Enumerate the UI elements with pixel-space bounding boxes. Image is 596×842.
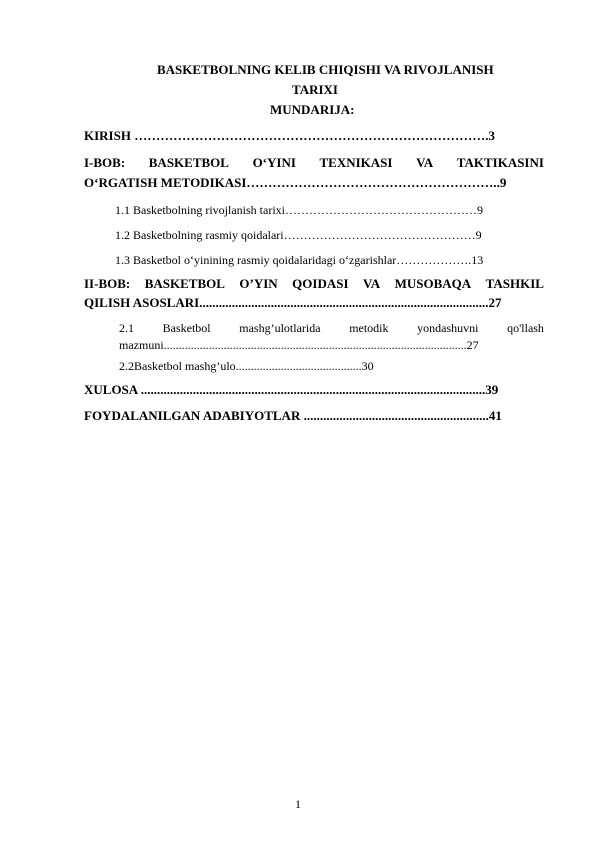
toc-intro: KIRISH ……………………………………………………………………….3 bbox=[84, 128, 495, 143]
toc-word: TAKTIKASINI bbox=[456, 155, 544, 170]
toc-word: yondashuvni bbox=[417, 321, 479, 335]
title-line-1: BASKETBOLNING KELIB CHIQISHI VA RIVOJLANISH bbox=[157, 62, 494, 77]
toc-word: TEXNIKASI bbox=[319, 155, 393, 170]
toc-chapter-2-line-2: QILISH ASOSLARI.........................................................................................27 bbox=[84, 295, 502, 310]
toc-word: mashg’ulotlarida bbox=[239, 321, 321, 335]
toc-section-2-2: 2.2Basketbol mashg’ulo..........................................30 bbox=[119, 359, 374, 373]
toc-word: 2.1 bbox=[119, 321, 134, 335]
page-number: 1 bbox=[295, 797, 301, 811]
toc-section-1-2: 1.2 Basketbolning rasmiy qoidalari…………………………………………9 bbox=[115, 228, 482, 242]
title-line-2: TARIXI bbox=[292, 82, 338, 97]
toc-word: VA bbox=[416, 155, 434, 170]
toc-section-2-1-line-2: mazmuni.....................................................................................................27 bbox=[119, 338, 479, 352]
toc-word: BASKETBOL bbox=[144, 276, 225, 291]
toc-chapter-1-line-1 bbox=[84, 155, 544, 171]
toc-chapter-1-line-2: O‘RGATISH METODIKASI…………………………………………………..9 bbox=[84, 175, 507, 190]
contents-heading: MUNDARIJA: bbox=[270, 102, 355, 117]
toc-word: II-BOB: bbox=[84, 276, 131, 291]
toc-word: O‘YINI bbox=[252, 155, 296, 170]
toc-word: metodik bbox=[349, 321, 389, 335]
toc-word: VA bbox=[363, 276, 381, 291]
toc-word: qo'llash bbox=[507, 321, 544, 335]
toc-word: TASHKIL bbox=[485, 276, 544, 291]
toc-section-1-1: 1.1 Basketbolning rivojlanish tarixi…………………………………………9 bbox=[115, 203, 483, 217]
toc-word: I-BOB: bbox=[84, 155, 126, 170]
toc-references: FOYDALANILGAN ADABIYOTLAR .........................................................41 bbox=[84, 408, 502, 423]
toc-word: Basketbol bbox=[162, 321, 211, 335]
toc-word: BASKETBOL bbox=[148, 155, 229, 170]
toc-word: O’YIN bbox=[239, 276, 278, 291]
toc-section-1-3: 1.3 Basketbol o‘yinining rasmiy qoidalaridagi o‘zgarishlar……………….13 bbox=[115, 253, 484, 267]
toc-chapter-2-line-1 bbox=[84, 276, 544, 292]
toc-word: QOIDASI bbox=[292, 276, 349, 291]
toc-section-2-1-line-1 bbox=[119, 320, 544, 336]
toc-word: MUSOBAQA bbox=[394, 276, 472, 291]
toc-conclusion: XULOSA ..........................................................................................................39 bbox=[84, 382, 499, 397]
